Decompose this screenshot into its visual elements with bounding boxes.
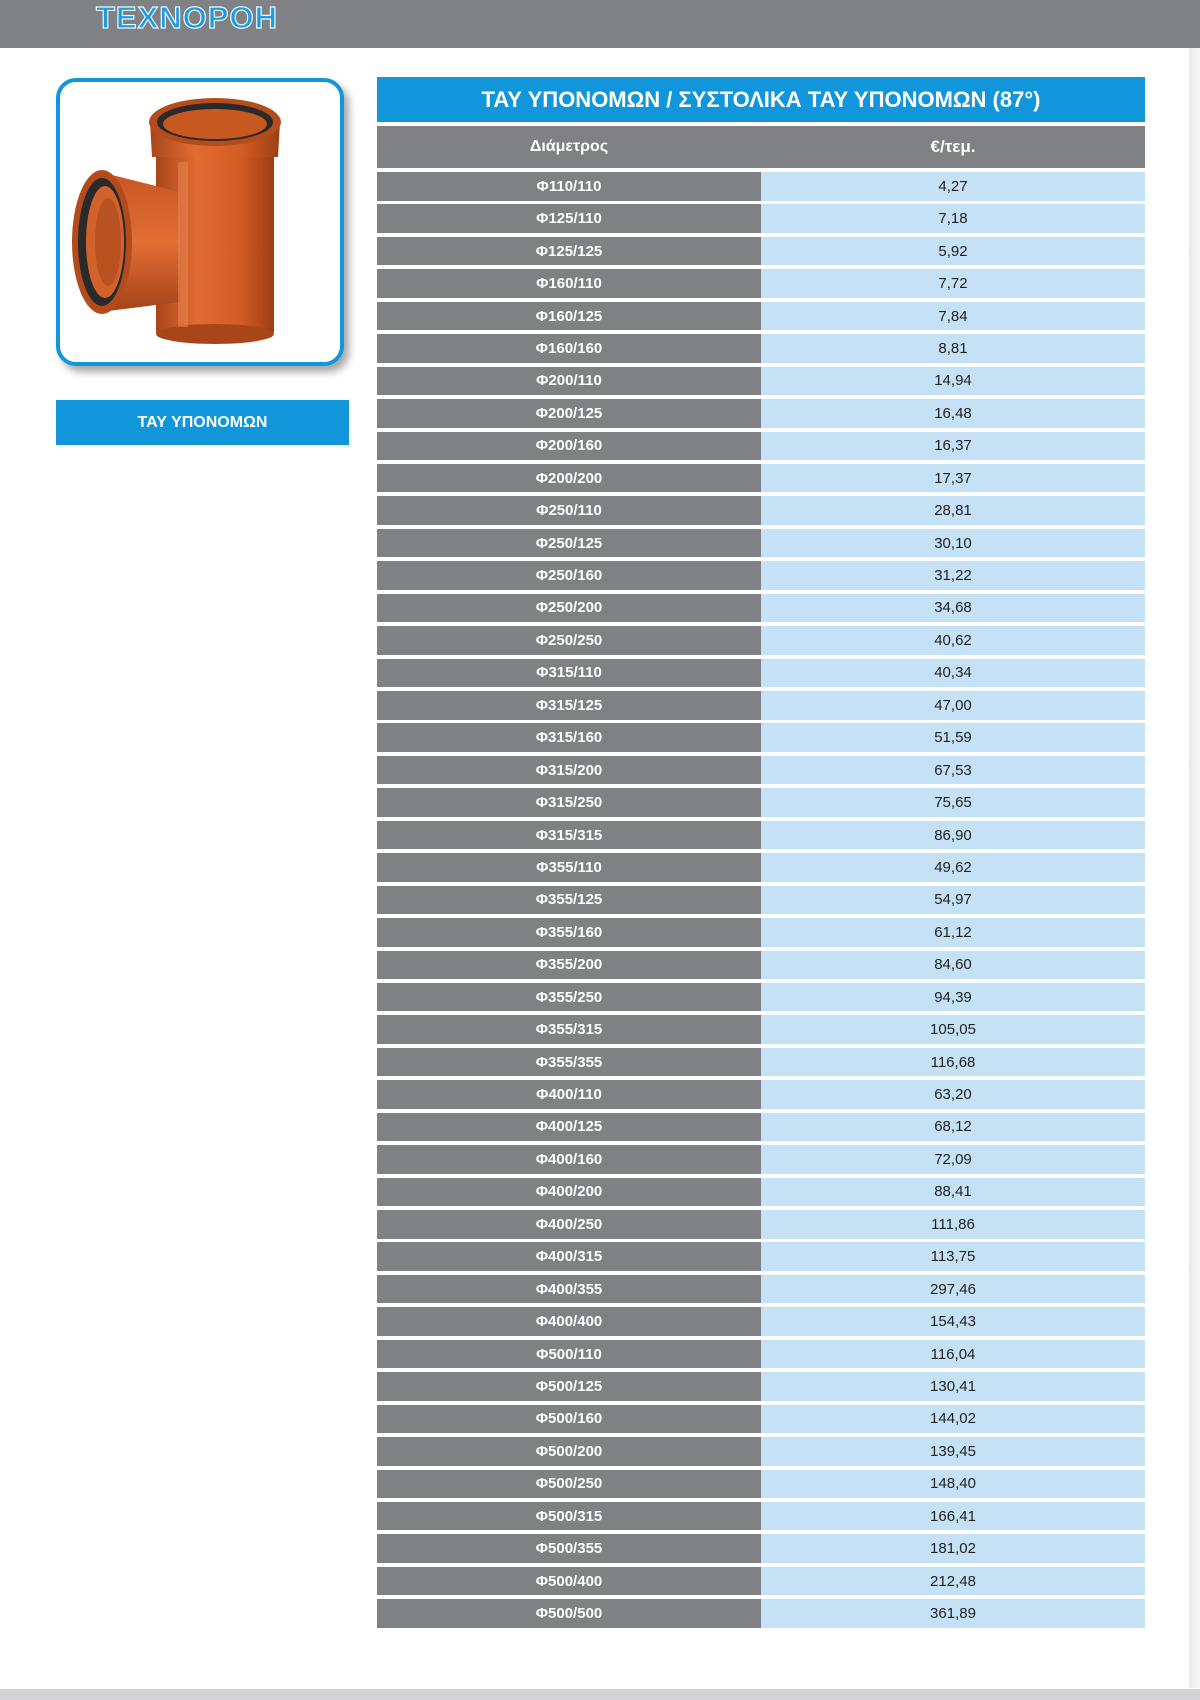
table-row: [377, 1242, 1145, 1271]
price-cell: 51,59: [761, 723, 1145, 752]
diameter-cell: Φ200/160: [377, 432, 761, 461]
price-cell: 4,27: [761, 172, 1145, 201]
table-row: [377, 723, 1145, 752]
diameter-cell: Φ355/315: [377, 1015, 761, 1044]
price-cell: 7,84: [761, 302, 1145, 331]
table-row: [377, 886, 1145, 915]
diameter-cell: Φ500/125: [377, 1372, 761, 1401]
table-row: [377, 853, 1145, 882]
table-row: [377, 237, 1145, 266]
table-header: [377, 126, 1145, 168]
diameter-cell: Φ160/160: [377, 334, 761, 363]
diameter-cell: Φ315/160: [377, 723, 761, 752]
price-cell: 105,05: [761, 1015, 1145, 1044]
diameter-cell: Φ400/400: [377, 1307, 761, 1336]
pvc-sewer-tee-icon: [60, 82, 340, 362]
product-caption: ΤΑΥ ΥΠΟΝΟΜΩΝ: [56, 400, 349, 445]
diameter-cell: Φ250/250: [377, 626, 761, 655]
diameter-cell: Φ400/160: [377, 1145, 761, 1174]
table-row: [377, 756, 1145, 785]
diameter-cell: Φ250/160: [377, 561, 761, 590]
table-row: [377, 918, 1145, 947]
price-cell: 116,68: [761, 1048, 1145, 1077]
price-cell: 86,90: [761, 821, 1145, 850]
diameter-cell: Φ355/125: [377, 886, 761, 915]
diameter-cell: Φ200/200: [377, 464, 761, 493]
table-row: [377, 1080, 1145, 1109]
price-cell: 166,41: [761, 1502, 1145, 1531]
price-cell: 72,09: [761, 1145, 1145, 1174]
table-row: [377, 659, 1145, 688]
column-header-diameter: Διάμετρος: [529, 138, 609, 155]
table-row: [377, 1015, 1145, 1044]
diameter-cell: Φ500/200: [377, 1437, 761, 1466]
price-cell: 84,60: [761, 951, 1145, 980]
diameter-cell: Φ500/250: [377, 1470, 761, 1499]
table-row: [377, 951, 1145, 980]
table-row: [377, 399, 1145, 428]
price-cell: 40,62: [761, 626, 1145, 655]
diameter-cell: Φ355/355: [377, 1048, 761, 1077]
table-row: [377, 1145, 1145, 1174]
table-row: [377, 269, 1145, 298]
price-cell: 297,46: [761, 1275, 1145, 1304]
diameter-cell: Φ315/125: [377, 691, 761, 720]
price-cell: 47,00: [761, 691, 1145, 720]
product-image-frame: [56, 78, 344, 366]
price-cell: 113,75: [761, 1242, 1145, 1271]
price-cell: 34,68: [761, 594, 1145, 623]
diameter-cell: Φ355/200: [377, 951, 761, 980]
diameter-cell: Φ125/110: [377, 204, 761, 233]
diameter-cell: Φ250/200: [377, 594, 761, 623]
diameter-cell: Φ110/110: [377, 172, 761, 201]
column-header-price: €/τεμ.: [930, 137, 976, 156]
diameter-cell: Φ315/200: [377, 756, 761, 785]
price-cell: 94,39: [761, 983, 1145, 1012]
diameter-cell: Φ315/110: [377, 659, 761, 688]
price-cell: 148,40: [761, 1470, 1145, 1499]
price-cell: 7,72: [761, 269, 1145, 298]
diameter-cell: Φ400/250: [377, 1210, 761, 1239]
table-row: [377, 529, 1145, 558]
diameter-cell: Φ400/125: [377, 1113, 761, 1142]
price-cell: 63,20: [761, 1080, 1145, 1109]
diameter-cell: Φ355/250: [377, 983, 761, 1012]
price-cell: 111,86: [761, 1210, 1145, 1239]
diameter-cell: Φ355/110: [377, 853, 761, 882]
price-cell: 361,89: [761, 1599, 1145, 1628]
price-cell: 144,02: [761, 1405, 1145, 1434]
table-row: [377, 432, 1145, 461]
price-cell: 40,34: [761, 659, 1145, 688]
price-cell: 54,97: [761, 886, 1145, 915]
price-cell: 31,22: [761, 561, 1145, 590]
table-row: [377, 1048, 1145, 1077]
diameter-cell: Φ500/315: [377, 1502, 761, 1531]
table-row: [377, 691, 1145, 720]
price-cell: 67,53: [761, 756, 1145, 785]
table-row: [377, 367, 1145, 396]
price-cell: 75,65: [761, 788, 1145, 817]
price-cell: 16,37: [761, 432, 1145, 461]
table-row: [377, 1372, 1145, 1401]
diameter-cell: Φ500/400: [377, 1567, 761, 1596]
table-row: [377, 1275, 1145, 1304]
price-cell: 212,48: [761, 1567, 1145, 1596]
diameter-cell: Φ400/110: [377, 1080, 761, 1109]
diameter-cell: Φ400/355: [377, 1275, 761, 1304]
table-row: [377, 496, 1145, 525]
price-cell: 49,62: [761, 853, 1145, 882]
brand-logo: ΤΕΧΝΟΡΟΗ: [96, 0, 278, 35]
table-row: [377, 1307, 1145, 1336]
price-cell: 5,92: [761, 237, 1145, 266]
price-cell: 16,48: [761, 399, 1145, 428]
price-cell: 14,94: [761, 367, 1145, 396]
table-title: ΤΑΥ ΥΠΟΝΟΜΩΝ / ΣΥΣΤΟΛΙΚΑ ΤΑΥ ΥΠΟΝΟΜΩΝ (87°): [377, 77, 1145, 122]
table-row: [377, 1210, 1145, 1239]
table-row: [377, 1405, 1145, 1434]
diameter-cell: Φ250/125: [377, 529, 761, 558]
table-row: [377, 1470, 1145, 1499]
price-cell: 68,12: [761, 1113, 1145, 1142]
table-row: [377, 983, 1145, 1012]
table-row: [377, 788, 1145, 817]
table-row: [377, 204, 1145, 233]
diameter-cell: Φ160/125: [377, 302, 761, 331]
price-cell: 30,10: [761, 529, 1145, 558]
diameter-cell: Φ200/125: [377, 399, 761, 428]
diameter-cell: Φ250/110: [377, 496, 761, 525]
price-cell: 17,37: [761, 464, 1145, 493]
table-row: [377, 464, 1145, 493]
table-row: [377, 821, 1145, 850]
diameter-cell: Φ315/250: [377, 788, 761, 817]
price-cell: 8,81: [761, 334, 1145, 363]
price-cell: 130,41: [761, 1372, 1145, 1401]
diameter-cell: Φ500/110: [377, 1340, 761, 1369]
page-edge-bottom: [0, 1689, 1200, 1700]
price-cell: 181,02: [761, 1534, 1145, 1563]
table-row: [377, 1340, 1145, 1369]
table-row: [377, 1113, 1145, 1142]
table-row: [377, 1567, 1145, 1596]
price-table: [377, 77, 1145, 1628]
table-row: [377, 626, 1145, 655]
table-row: [377, 1178, 1145, 1207]
diameter-cell: Φ200/110: [377, 367, 761, 396]
diameter-cell: Φ500/500: [377, 1599, 761, 1628]
price-cell: 28,81: [761, 496, 1145, 525]
table-row: [377, 1437, 1145, 1466]
diameter-cell: Φ500/160: [377, 1405, 761, 1434]
page-edge-right: [1189, 48, 1200, 1688]
diameter-cell: Φ355/160: [377, 918, 761, 947]
top-bar: [0, 0, 1200, 48]
diameter-cell: Φ125/125: [377, 237, 761, 266]
table-body: [377, 172, 1145, 1628]
price-cell: 61,12: [761, 918, 1145, 947]
table-row: [377, 172, 1145, 201]
diameter-cell: Φ315/315: [377, 821, 761, 850]
price-cell: 7,18: [761, 204, 1145, 233]
table-row: [377, 1502, 1145, 1531]
table-row: [377, 302, 1145, 331]
diameter-cell: Φ400/200: [377, 1178, 761, 1207]
price-cell: 88,41: [761, 1178, 1145, 1207]
price-cell: 154,43: [761, 1307, 1145, 1336]
diameter-cell: Φ500/355: [377, 1534, 761, 1563]
price-cell: 116,04: [761, 1340, 1145, 1369]
table-row: [377, 594, 1145, 623]
table-row: [377, 1599, 1145, 1628]
diameter-cell: Φ160/110: [377, 269, 761, 298]
table-row: [377, 334, 1145, 363]
table-row: [377, 1534, 1145, 1563]
price-cell: 139,45: [761, 1437, 1145, 1466]
table-row: [377, 561, 1145, 590]
diameter-cell: Φ400/315: [377, 1242, 761, 1271]
